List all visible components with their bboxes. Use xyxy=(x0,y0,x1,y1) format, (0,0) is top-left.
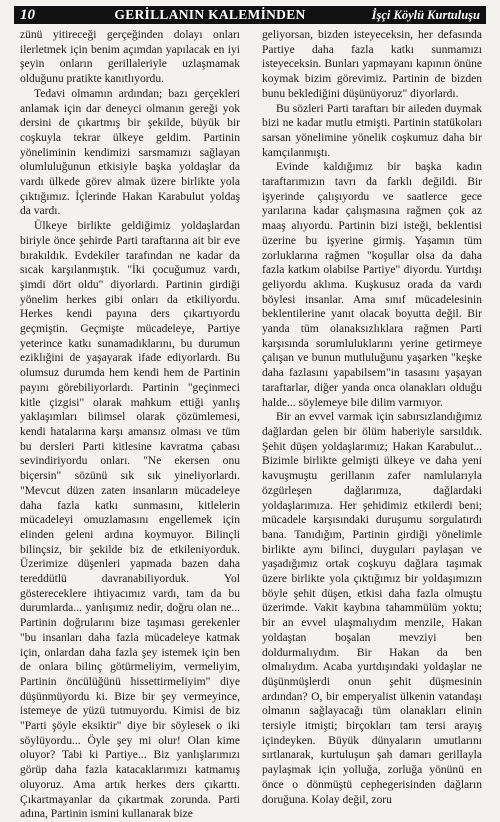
paragraph: geliyorsan, bizden isteyeceksin, her defasında Partiye daha fazla katkı sunmamızı isteyeceksin. Bunları yapmayanı kapının önüne koymak bizim görevimiz. Partinin de bizden bunu beklediğini düşünüyoruz" diyorlardı. xyxy=(262,29,482,100)
left-column xyxy=(20,28,240,821)
newspaper-title: İşçi Köylü Kurtuluşu xyxy=(371,7,480,22)
paragraph: Bu sözleri Parti taraftarı bir aileden duymak bizi ne kadar mutlu etmişti. Partinin statükoları sarsan yönelimine yönelik coşkumuz daha bir kamçılanmıştı. xyxy=(262,102,482,159)
paragraph: Bir an evvel varmak için sabırsızlandığımız dağlardan gelen bir ölüm haberiyle sarsıldık. Şehit düşen yoldaşlarımız; Hakan Karabulut... Bizimle birlikte gelmişti ülkeye ve daha yeni kavuşmuştu gerillanın zafer namlularıyla özgürleşen dağlarımıza, dağlardaki yoldaşlarımıza. Her şehidimiz etkilerdi beni; mücadele karşısındaki duruşumu sorgulatırdı bana. Tanıdığım, Partinin girdiği yönelimle birlikte aynı bilinci, duyguları paylaşan ve yaşadığımız ortak coşkuyu dağlara taşımak üzere birlikte yola çıktığımız bir yoldaşımızın böyle şehit düşen, etkisi daha fazla olmuştu üzerimde. Vakit kaybına tahammülüm yoktu; bir an evvel ulaşmalıydım menzile, Hakan yoldaştan boşalan mevziyi ben doldurmalıydım. Bir Hakan da ben olmalıydım. Acaba yurtdışındaki yoldaşlar ne düşünmüşlerdi onun şehit düşmesinin ardından? O, bir emperyalist ülkenin vatandaşı olmanın sağlayacağı tüm olanakları elinin tersiyle itmişti; birçokları tam tersi arayış içindeyken. Büyük dünyaların umutlarını sırtlanarak, kurtuluşun şah damarı gerillayla paylaşmak için yolluğa, zorluğa yönünü en önce o dönmüştü cephegerisinden dağların doruğuna. Kolay değil, zoru xyxy=(262,411,482,806)
paragraph: Evinde kaldığımız bir başka kadın taraftarımızın tavrı da farklı değildi. Bir işyerinde çalışıyordu ve saatlerce gece yarılarına kadar çalışmasına rağmen çok az maaş alıyordu. Partinin bizi isteği, beklentisi üzerine bu işyerine girmiş. Yaşamın tüm zorluklarına rağmen "koşullar olsa da daha fazla katkım olabilse Partiye" diyordu. Yurtdışı geliyordu aklıma. Kuşkusuz orada da vardı böylesi insanlar. Ama sınıf mücadelesinin beklentilerine yanıt olacak boyutta değil. Bir yanda tüm olanaksızlıklara rağmen Parti karşısında sorumluluklarını yerine getirmeye çalışan ve bunun mutluluğunu yaşarken "keşke daha fazlasını yapabilsem"in tasasını yaşayan taraftarlar, diğer yanda onca olanakları olduğu halde... söylemeye bile dilim varmıyor. xyxy=(262,161,482,409)
right-column xyxy=(262,28,482,806)
page-number: 10 xyxy=(20,6,35,23)
article-body xyxy=(20,28,482,821)
page-header xyxy=(14,6,486,24)
paragraph: zünü yitireceği gerçeğinden dolayı onları ilerletmek için benim açımdan yapılacak en iyi şeyin onların gerillaleriyle uzlaşmamak olduğunu pratikte kanıtlıyordu. xyxy=(20,29,240,86)
paragraph: Tedavi olmamın ardından; bazı gerçekleri anlamak için dar deneyci olmanın gereği yok dersini de çıkartmış bir şekilde, büyük bir coşkuyla tekrar ülkeye geldim. Partinin yöneliminin kendimizi sarsmamızı sağlayan olumluluğunun etkisiyle başka yoldaşlar da vardı ülkede görev almak üzere birlikte yola çıktığımız. İçlerinde Hakan Karabulut yoldaş da vardı. xyxy=(20,87,240,218)
running-title: GERİLLANIN KALEMİNDEN xyxy=(114,7,306,22)
paragraph: Ülkeye birlikte geldiğimiz yoldaşlardan biriyle önce şehirde Parti taraftarına ait bir eve bırakıldık. Evdekiler tarafından ne kadar da sıcak karşılanmıştık. "İki çocuğumuz vardı, şimdi dört oldu" diyorlardı. Partinin girdiği yönelim herkes gibi onları da etkiliyordu. Herkes kendi payına ders çıkartıyordu geçmiştin. Geçmişte mücadeleye, Partiye yeterince katkı sunamadıklarını, bu durumun eziklığini de yaşayarak ifade ediyorlardı. Bu olumsuz durumda hem kendi hem de Partinin payını görebiliyorlardı. Partinin "geçinmeci kitle çizgisi" olarak mahkum ettiği yanlış yaklaşımları bilimsel olarak çözümlemesi, kendi hatalarına karşı amansız olması ve tüm bu dersleri Parti kitlesine kavratma çabası sevindiriyordu onları. "Ne ekersen onu biçersin" sözünü sık sık yineliyorlardı. "Mevcut düzen zaten insanların mücadeleye daha fazla katkı sunmasını, kitlelerin mücadeleyi omuzlamasını engellemek için elinden geleni ardına koymuyor. Bilinçli bilinçsiz, bir şekilde biz de etkileniyorduk. Üzerimize düşenleri yapmada bazen daha tereddütlü davranabiliyorduk. Yol göstereceklere ihtiyacımız vardı, tam da bu durumlarda... yanlışımız nedir, doğru olan ne... Partinin doğrularını bize taşıması gerekenler "bu insanları daha fazla mücadeleye katmak için, onlardan daha fazla şey istemek için ben de onlara bilinç götürmeliyim, vermeliyim, Partinin öncülüğünü hissettirmeliyim" diye düşünmüyordu ki. Bize bir şey vermeyince, istemeye de yüzü tutmuyordu. Kimisi de biz "Parti şöyle eksiktir" diye bir söylesek o iki söylüyordu... Öyle şey mi olur! Olan kime oluyor? Tabi ki Partiye... Biz yanlışlarımızı görüp daha fazla katacaklarımızı katmamış oluyoruz. Ama artık herkes ders çıkarttı. Çıkartmayanlar da çıkartmak zorunda. Parti adına, Partinin ismini kullanarak bize xyxy=(20,220,240,821)
